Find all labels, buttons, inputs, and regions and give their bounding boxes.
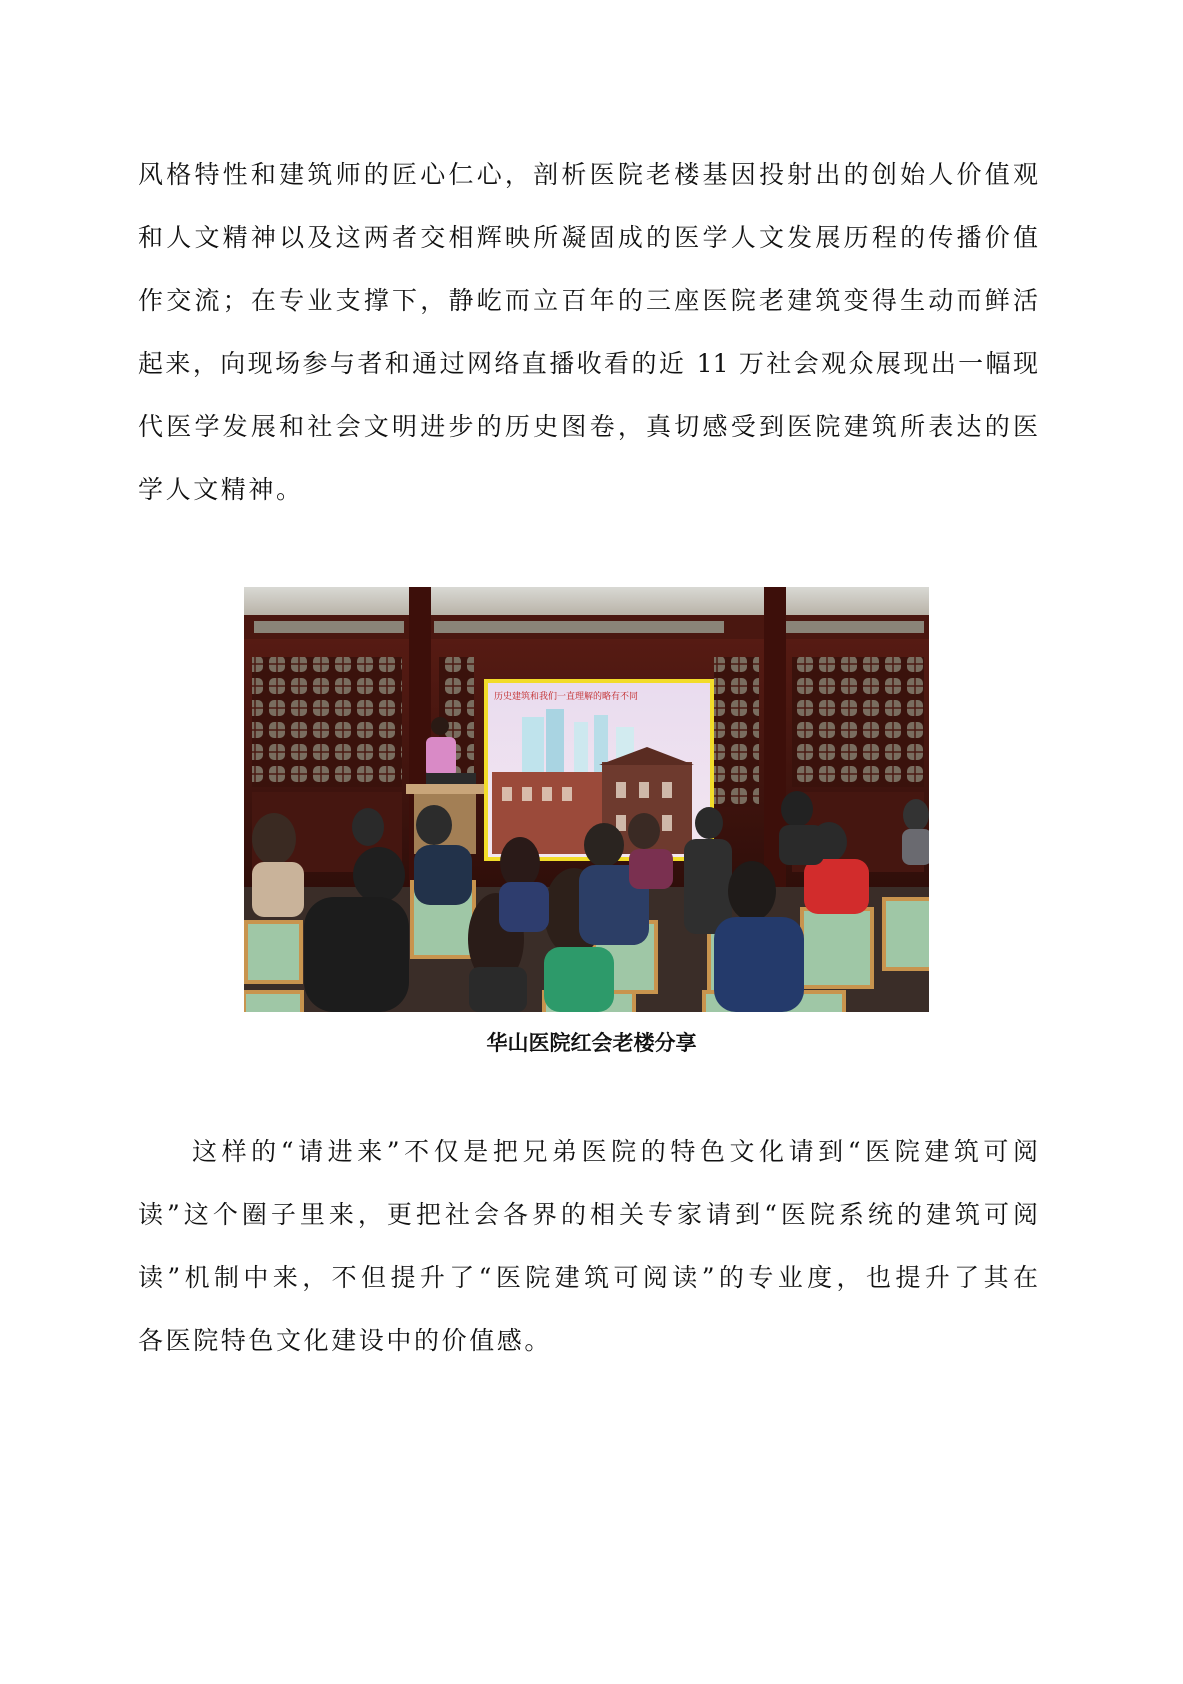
text-line: 读”这个圈子里来，更把社会各界的相关专家请到“医院系统的建筑可阅 — [138, 1200, 1038, 1229]
text-line: 各医院特色文化建设中的价值感。 — [138, 1326, 553, 1355]
slide-text: 历史建筑和我们一直理解的略有不同 — [494, 692, 639, 702]
event-photo — [244, 587, 929, 1012]
text-line: 风格特性和建筑师的匠心仁心，剖析医院老楼基因投射出的创始人价值观 — [138, 160, 1038, 189]
text-line: 读”机制中来，不但提升了“医院建筑可阅读”的专业度，也提升了其在 — [138, 1263, 1038, 1292]
text-line: 和人文精神以及这两者交相辉映所凝固成的医学人文发展历程的传播价值 — [138, 223, 1038, 252]
text-line: 这样的“请进来”不仅是把兄弟医院的特色文化请到“医院建筑可阅 — [192, 1137, 1038, 1166]
figure-caption: 华山医院红会老楼分享 — [486, 1031, 697, 1055]
text-line: 起来，向现场参与者和通过网络直播收看的近 11 万社会观众展现出一幅现 — [138, 349, 1038, 378]
text-line: 作交流；在专业支撑下，静屹而立百年的三座医院老建筑变得生动而鲜活 — [138, 286, 1038, 315]
text-line: 代医学发展和社会文明进步的历史图卷，真切感受到医院建筑所表达的医 — [138, 412, 1038, 441]
text-line: 学人文精神。 — [138, 475, 304, 504]
